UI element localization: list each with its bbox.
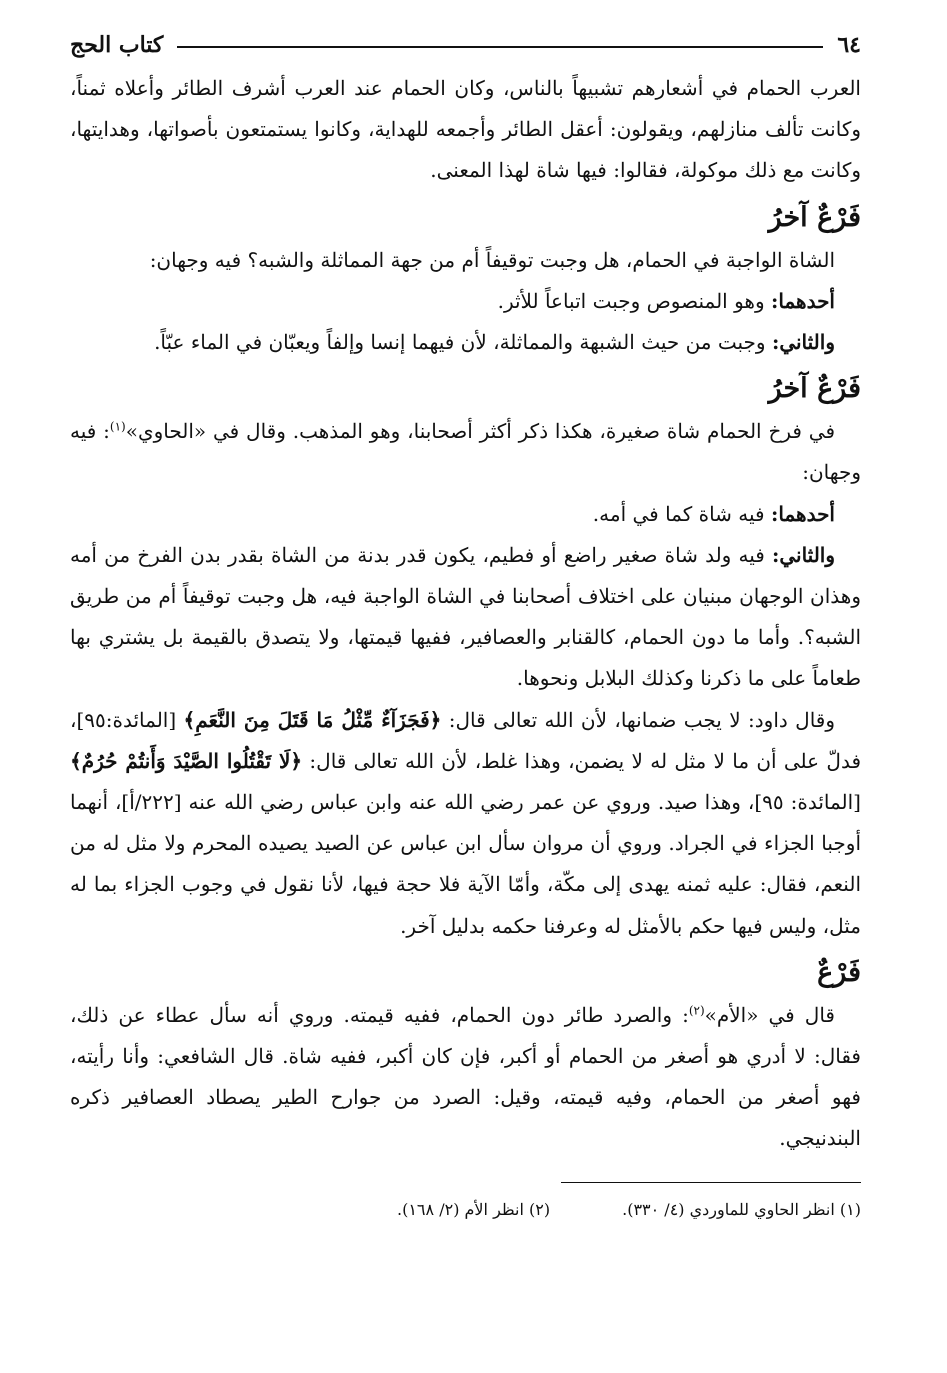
paragraph	[70, 995, 861, 1160]
section-heading: فَرْعٌ آخرُ	[768, 201, 861, 233]
paragraph-lead: أحدهما:	[770, 501, 835, 526]
paragraph	[70, 700, 861, 947]
book-title: كتاب الحج	[70, 32, 164, 58]
footnote-reference: (٢)	[688, 1003, 705, 1018]
paragraph	[70, 535, 861, 700]
footnote: (١) انظر الحاوي للماوردي (٤/ ٣٣٠).	[622, 1199, 861, 1219]
paragraph	[70, 411, 861, 493]
paragraph: الشاة الواجبة في الحمام، هل وجبت توقيفاً أم من جهة المماثلة والشبه؟ فيه وجهان:	[149, 247, 835, 272]
paragraph-lead: أحدهما:	[770, 288, 835, 313]
paragraph-text: وهو المنصوص وجبت اتباعاً للأثر.	[497, 288, 771, 313]
section-heading: فَرْعٌ آخرُ	[768, 373, 861, 405]
footnote-reference: (١)	[109, 419, 126, 434]
paragraph	[70, 281, 861, 322]
paragraph-lead: والثاني:	[771, 542, 836, 567]
quran-quote: ﴿لَا تَقْتُلُوا الصَّيْدَ وَأَنتُمْ حُرُمٌ﴾	[70, 748, 303, 773]
paragraph-text: : والصرد طائر دون الحمام، ففيه قيمته. وروي أنه سأل عطاء عن ذلك، فقال: لا أدري هو أصغر من الحمام أو أكبر، فإن كان أكبر، ففيه شاة. قال الشافعي: وأنا رأيته، فهو أصغر من الحمام، وفيه قيمته، وقيل: الصرد من جوارح الطير يصطاد العصافير ذكره البندنيجي.	[70, 1002, 861, 1151]
paragraph-text: وجبت من حيث الشبهة والمماثلة، لأن فيهما إنسا وإلفاً ويعبّان في الماء عبّاً.	[154, 330, 772, 355]
quran-quote: ﴿فَجَزَآءٌ مِّثْلُ مَا قَتَلَ مِنَ النَّعَمِ﴾	[183, 707, 442, 732]
paragraph	[70, 494, 861, 535]
paragraph-text: [المائدة:٩٥]، فدلّ على أن ما لا مثل له لا يضمن، وهذا غلط، لأن الله تعالى قال:	[70, 707, 862, 773]
header-rule	[177, 46, 823, 48]
footnotes	[70, 1197, 861, 1223]
running-header	[70, 26, 861, 64]
footnote: (٢) انظر الأم (٢/ ١٦٨).	[397, 1199, 551, 1219]
footnote-divider	[561, 1182, 861, 1183]
paragraph-text: فيه ولد شاة صغير راضع أو فطيم، يكون قدر بدنة من الشاة بقدر بدن الفرخ من أمه وهذان الوجهان مبنيان على اختلاف أصحابنا في الشاة الواجبة فيه، هل وجبت توقيفاً أم من طريق الشبه؟. وأما ما دون الحمام، كالقنابر والعصافير، ففيها قيمتها، ولا يتصدق بالقيمة بل يشتري بها طعاماً على ما ذكرنا وكذلك البلابل ونحوها.	[70, 542, 861, 691]
paragraph	[70, 322, 861, 363]
paragraph: العرب الحمام في أشعارهم تشبيهاً بالناس، وكان الحمام عند العرب أشرف الطائر وأعلاه ثمناً، وكانت تألف منازلهم، ويقولون: أعقل الطائر وأجمعه للهداية، وكانوا يستمتعون بأصواتها، وهدايتها، وكانت مع ذلك موكولة، فقالوا: فيها شاة لهذا المعنى.	[70, 76, 861, 183]
paragraph-text: في فرخ الحمام شاة صغيرة، هكذا ذكر أكثر أصحابنا، وهو المذهب. وقال في «الحاوي»	[125, 419, 836, 444]
paragraph-text: : فيه وجهان:	[70, 419, 861, 485]
paragraph-text: [المائدة: ٩٥]، وهذا صيد. وروي عن عمر رضي الله عنه وابن عباس رضي الله عنه [٢٢٢/أ]، أنهما أوجبا الجزاء في الجراد. وروي أن مروان سأل ابن عباس عن الصيد يصيده المحرم ولا مثل له من النعم، فقال: عليه ثمنه يهدى إلى مكّة، وأمّا الآية فلا حجة فيها، لأنا نقول في وجوب الجزاء بما له مثل، وليس فيها حكم بالأمثل له وعرفنا حكمه بدليل آخر.	[70, 790, 862, 938]
paragraph-text: فيه شاة كما في أمه.	[592, 501, 771, 526]
section-heading: فَرْعٌ	[817, 956, 861, 988]
paragraph-lead: والثاني:	[771, 330, 835, 355]
main-text	[70, 68, 861, 1160]
page-number: ٦٤	[837, 32, 861, 58]
paragraph-text: وقال داود: لا يجب ضمانها، لأن الله تعالى قال:	[441, 707, 836, 732]
paragraph-text: قال في «الأم»	[704, 1002, 835, 1027]
